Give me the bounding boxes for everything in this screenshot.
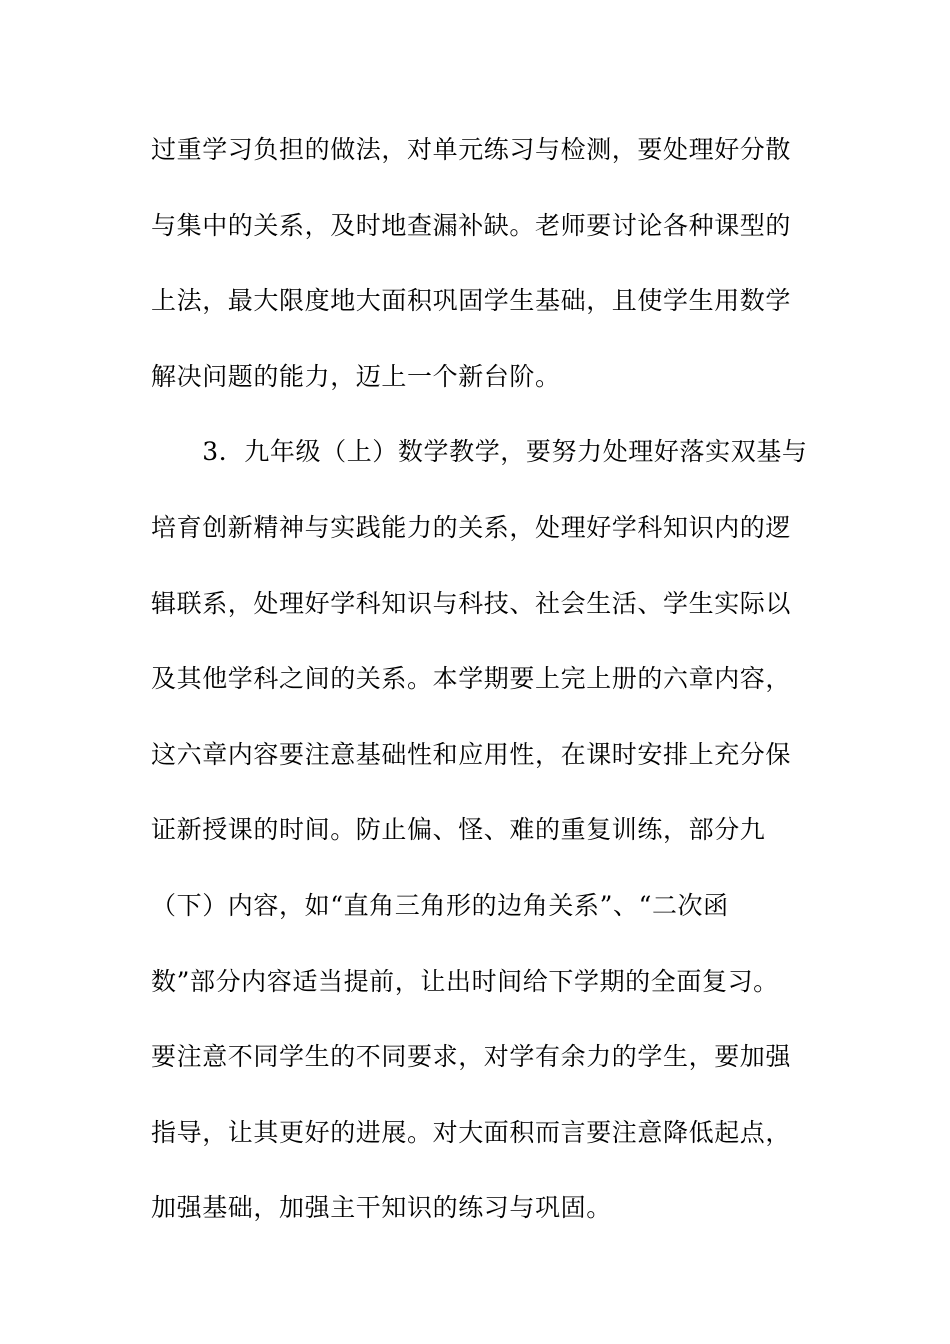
text-line: 加强基础，加强主干知识的练习与巩固。	[151, 1193, 612, 1223]
text-line: 解决问题的能力，迈上一个新台阶。	[151, 361, 561, 391]
text-line: 3．九年级（上）数学教学，要努力处理好落实双基与	[151, 437, 808, 467]
text-line: 证新授课的时间。防止偏、怪、难的重复训练，部分九	[151, 815, 766, 845]
text-line: 这六章内容要注意基础性和应用性，在课时安排上充分保	[151, 739, 792, 769]
text-line: 指导，让其更好的进展。对大面积而言要注意降低起点，	[151, 1117, 792, 1147]
text-line: 与集中的关系，及时地查漏补缺。老师要讨论各种课型的	[151, 210, 792, 240]
text-line: （下）内容，如“直角三角形的边角关系”、“二次函	[151, 890, 729, 920]
text-line: 培育创新精神与实践能力的关系，处理好学科知识内的逻	[151, 512, 792, 542]
text-line: 数”部分内容适当提前，让出时间给下学期的全面复习。	[151, 966, 779, 996]
body-text	[151, 128, 811, 1262]
text-line: 及其他学科之间的关系。本学期要上完上册的六章内容，	[151, 664, 792, 694]
text-line: 上法，最大限度地大面积巩固学生基础，且使学生用数学	[151, 286, 792, 316]
text-line: 过重学习负担的做法，对单元练习与检测，要处理好分散	[151, 135, 792, 164]
text-line: 辑联系，处理好学科知识与科技、社会生活、学生实际以	[151, 588, 792, 618]
text-line: 要注意不同学生的不同要求，对学有余力的学生，要加强	[151, 1042, 792, 1072]
